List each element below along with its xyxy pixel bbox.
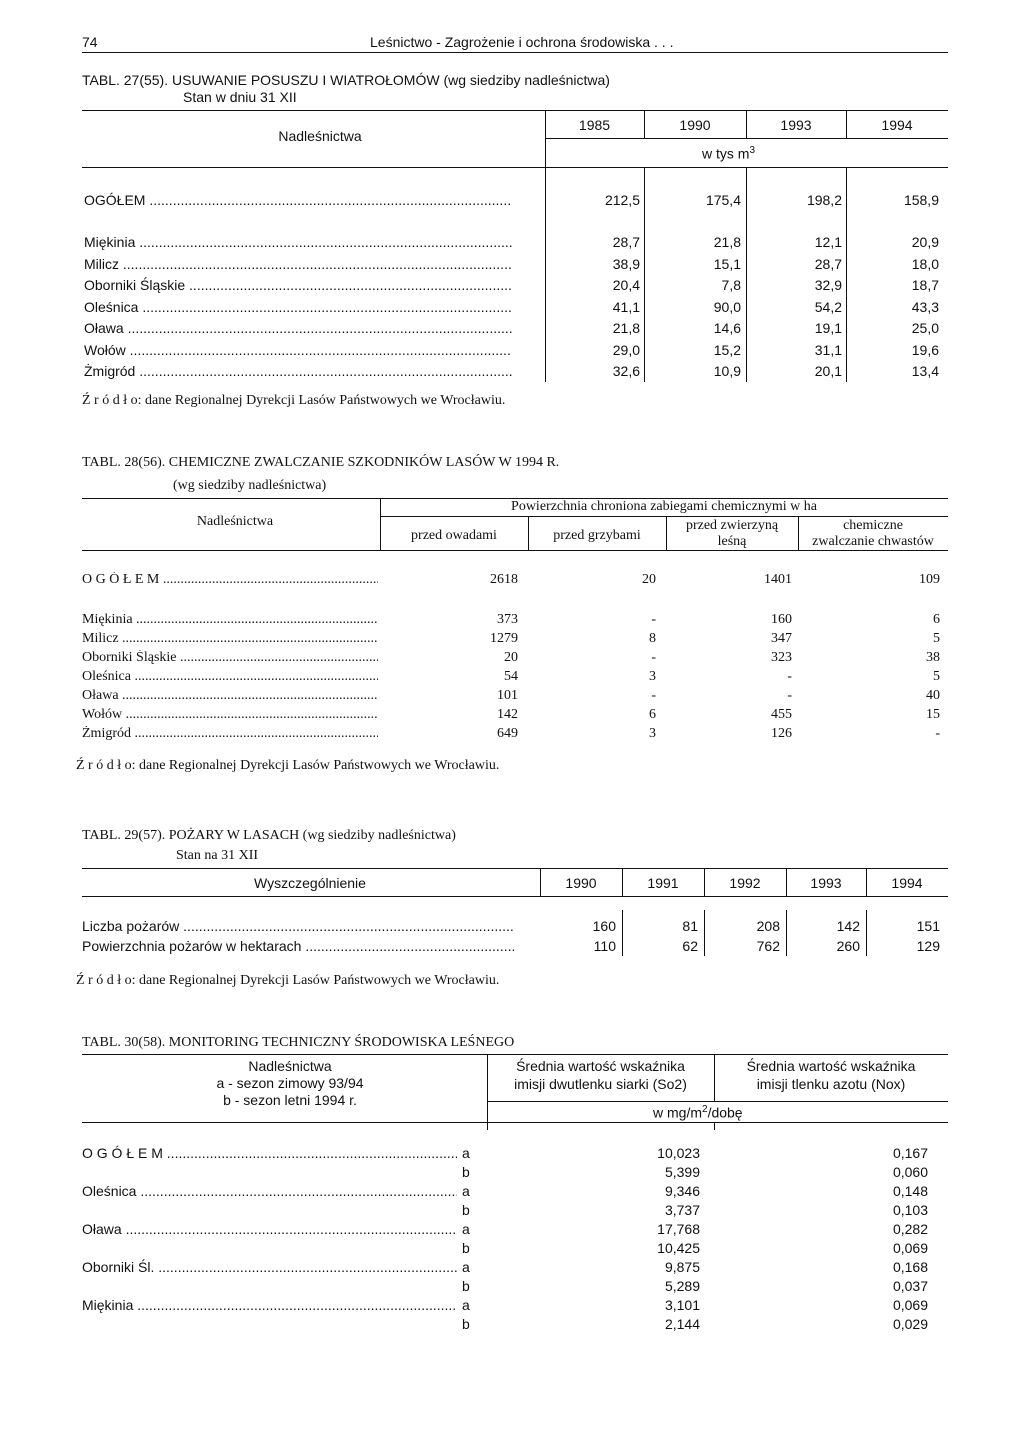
cell-value: 126 bbox=[771, 726, 792, 741]
year-header: 1991 bbox=[647, 875, 679, 891]
row-label: Liczba pożarów ..... bbox=[82, 918, 514, 934]
year-header: 1990 bbox=[679, 117, 711, 133]
column-header: zwalczanie chwastów bbox=[812, 534, 934, 549]
cell-value: 15,1 bbox=[713, 255, 741, 272]
row-label: Powierzchnia pożarów w hektarach ..... bbox=[82, 938, 514, 954]
cell-value: 175,4 bbox=[705, 192, 741, 208]
cell-value: 3 bbox=[649, 669, 656, 684]
cell-value: 62 bbox=[682, 938, 698, 954]
group-header: Powierzchnia chroniona zabiegami chemicznymi w ha bbox=[511, 499, 817, 514]
column-header-nox: imisji tlenku azotu (Nox) bbox=[756, 1076, 906, 1092]
cell-value: 212,5 bbox=[604, 192, 640, 208]
cell-value: 18,7 bbox=[911, 277, 939, 293]
cell-value-so2: 5,289 bbox=[664, 1278, 700, 1294]
unit-label: w tys $m^3$ bbox=[702, 145, 756, 162]
cell-value: 38,9 bbox=[612, 255, 640, 272]
cell-value: 160 bbox=[592, 918, 616, 934]
table-caption: TABL. 27(55). USUWANIE POSUSZU I WIATROŁOMÓW (wg siedziby nadleśnictwa) bbox=[82, 72, 610, 88]
year-header: 1993 bbox=[780, 117, 812, 133]
season-marker: a bbox=[462, 1183, 470, 1199]
row-label: Oleśnica ..... bbox=[84, 299, 512, 315]
row-label: Żmigród ..... bbox=[82, 726, 378, 742]
row-label: Żmigród ..... bbox=[84, 363, 512, 379]
cell-value: 10,9 bbox=[713, 363, 741, 379]
column-header-nadlesnictwa: Nadleśnictwa bbox=[196, 514, 274, 529]
column-header: przed owadami bbox=[411, 528, 497, 543]
table-subcaption: (wg siedziby nadleśnictwa) bbox=[173, 478, 327, 493]
cell-value: - bbox=[651, 688, 656, 703]
cell-value: 455 bbox=[771, 707, 792, 722]
cell-value-so2: 10,023 bbox=[657, 1145, 700, 1161]
cell-value: 20 bbox=[504, 650, 518, 665]
cell-value-nox: 0,069 bbox=[892, 1240, 928, 1256]
row-label: Oława ..... bbox=[84, 320, 512, 336]
cell-value: 142 bbox=[836, 918, 860, 934]
row-label: Oborniki Śląskie ..... bbox=[84, 277, 512, 293]
cell-value: 160 bbox=[771, 612, 792, 627]
table-caption: TABL. 28(56). CHEMICZNE ZWALCZANIE SZKODNIKÓW LASÓW W 1994 R. bbox=[82, 455, 560, 470]
cell-value: 20,1 bbox=[814, 363, 842, 379]
cell-value: 32,6 bbox=[612, 363, 640, 379]
cell-value-nox: 0,282 bbox=[892, 1221, 928, 1237]
cell-value: 208 bbox=[756, 918, 780, 934]
cell-value: 43,3 bbox=[911, 298, 939, 315]
row-label: Wołów ..... bbox=[82, 707, 378, 723]
cell-value: 90,0 bbox=[713, 298, 741, 315]
cell-value: 7,8 bbox=[721, 277, 741, 293]
cell-value: 5 bbox=[933, 631, 940, 646]
row-label: Oleśnica ..... bbox=[82, 669, 378, 685]
cell-value: 19,6 bbox=[911, 341, 939, 358]
cell-value-nox: 0,167 bbox=[892, 1145, 928, 1161]
row-label: Oława ..... bbox=[82, 1221, 457, 1237]
cell-value: 649 bbox=[497, 726, 518, 741]
cell-value-nox: 0,168 bbox=[892, 1259, 928, 1275]
column-header-nadlesnictwa: Nadleśnictwa bbox=[248, 1058, 332, 1074]
cell-value: 29,0 bbox=[612, 341, 640, 358]
column-header-nadlesnictwa: Nadleśnictwa bbox=[278, 128, 362, 144]
unit-label: w $mg/m^2$/dobę bbox=[653, 1104, 743, 1121]
cell-value: 5 bbox=[933, 669, 940, 684]
cell-value-nox: 0,069 bbox=[892, 1297, 928, 1313]
row-label: Oleśnica ..... bbox=[82, 1183, 457, 1199]
column-header-wyszczegolnienie: Wyszczególnienie bbox=[254, 875, 366, 891]
cell-value: 6 bbox=[933, 612, 940, 627]
cell-value: 14,6 bbox=[713, 320, 741, 336]
cell-value: 13,4 bbox=[911, 363, 939, 379]
cell-value: 54,2 bbox=[814, 298, 842, 315]
season-legend: b - sezon letni 1994 r. bbox=[223, 1092, 357, 1108]
cell-value: 323 bbox=[771, 650, 792, 665]
cell-value: 2618 bbox=[490, 572, 518, 587]
cell-value-nox: 0,060 bbox=[892, 1164, 928, 1180]
row-label: Miękinia ..... bbox=[82, 612, 378, 628]
row-label: O G Ó Ł E M ..... bbox=[82, 1145, 457, 1161]
cell-value: 12,1 bbox=[814, 234, 842, 250]
cell-value: - bbox=[651, 612, 656, 627]
table-subcaption: Stan na 31 XII bbox=[176, 848, 259, 863]
column-header-so2: imisji dwutlenku siarki (So2) bbox=[514, 1076, 687, 1092]
season-marker: b bbox=[462, 1164, 470, 1180]
cell-value: 129 bbox=[916, 938, 940, 954]
row-label: Oborniki Śl. ..... bbox=[82, 1259, 457, 1275]
cell-value-nox: 0,148 bbox=[892, 1183, 928, 1199]
cell-value: 81 bbox=[682, 918, 698, 934]
cell-value: 6 bbox=[649, 707, 656, 722]
row-label: Milicz ..... bbox=[84, 256, 512, 272]
cell-value: 31,1 bbox=[814, 341, 842, 358]
cell-value: 40 bbox=[926, 688, 940, 703]
row-label: Oława ..... bbox=[82, 688, 378, 704]
cell-value: 101 bbox=[497, 688, 518, 703]
table-subcaption: Stan w dniu 31 XII bbox=[183, 89, 297, 105]
season-marker: a bbox=[462, 1259, 470, 1275]
year-header: 1990 bbox=[565, 875, 597, 891]
cell-value: 54 bbox=[504, 669, 518, 684]
header-rule bbox=[82, 52, 948, 53]
season-marker: b bbox=[462, 1278, 470, 1294]
column-header: przed zwierzyną bbox=[685, 518, 779, 533]
cell-value-so2: 9,346 bbox=[664, 1183, 700, 1199]
column-header: leśną bbox=[717, 534, 747, 549]
cell-value: 762 bbox=[756, 938, 780, 954]
cell-value-so2: 9,875 bbox=[664, 1259, 700, 1275]
cell-value: 158,9 bbox=[903, 192, 939, 208]
cell-value: 20,9 bbox=[911, 234, 939, 250]
row-label: Oborniki Śląskie ..... bbox=[82, 650, 378, 666]
cell-value-so2: 5,399 bbox=[664, 1164, 700, 1180]
row-label: Wołów ..... bbox=[84, 342, 512, 358]
cell-value: 142 bbox=[497, 707, 518, 722]
cell-value: 8 bbox=[649, 631, 656, 646]
cell-value-so2: 2,144 bbox=[664, 1316, 700, 1332]
column-header: chemiczne bbox=[843, 518, 903, 533]
table-source: Ź r ó d ł o: dane Regionalnej Dyrekcji Lasów Państwowych we Wrocławiu. bbox=[76, 973, 500, 988]
row-label: O G Ó Ł E M ..... bbox=[82, 572, 378, 588]
cell-value: 198,2 bbox=[806, 192, 842, 208]
table-caption: TABL. 29(57). POŻARY W LASACH (wg siedziby nadleśnictwa) bbox=[82, 828, 456, 843]
cell-value: 38 bbox=[926, 650, 940, 665]
cell-value: 28,7 bbox=[814, 255, 842, 272]
year-header: 1992 bbox=[729, 875, 761, 891]
season-marker: b bbox=[462, 1240, 470, 1256]
season-legend: a - sezon zimowy 93/94 bbox=[216, 1075, 364, 1091]
cell-value: 1279 bbox=[490, 631, 518, 646]
cell-value: 373 bbox=[497, 612, 518, 627]
cell-value-nox: 0,029 bbox=[892, 1316, 928, 1332]
row-label: Miękinia ..... bbox=[84, 234, 512, 250]
cell-value: 20,4 bbox=[612, 277, 640, 293]
cell-value: 25,0 bbox=[911, 320, 939, 336]
cell-value: 21,8 bbox=[612, 320, 640, 336]
cell-value-so2: 3,737 bbox=[664, 1202, 700, 1218]
season-marker: b bbox=[462, 1202, 470, 1218]
cell-value: 19,1 bbox=[814, 320, 842, 336]
cell-value: 18,0 bbox=[911, 255, 939, 272]
cell-value: 15 bbox=[926, 707, 940, 722]
year-header: 1994 bbox=[881, 117, 913, 133]
cell-value: 41,1 bbox=[612, 298, 640, 315]
cell-value-so2: 3,101 bbox=[664, 1297, 700, 1313]
column-header-so2: Średnia wartość wskaźnika bbox=[516, 1058, 685, 1074]
cell-value: 260 bbox=[836, 938, 860, 954]
row-label: Milicz ..... bbox=[82, 631, 378, 647]
cell-value: 151 bbox=[916, 918, 940, 934]
cell-value: - bbox=[787, 688, 792, 703]
cell-value-so2: 17,768 bbox=[657, 1221, 700, 1237]
table-source: Ź r ó d ł o: dane Regionalnej Dyrekcji Lasów Państwowych we Wrocławiu. bbox=[82, 393, 506, 408]
cell-value: 1401 bbox=[764, 572, 792, 587]
table-caption: TABL. 30(58). MONITORING TECHNICZNY ŚRODOWISKA LEŚNEGO bbox=[82, 1035, 515, 1050]
season-marker: a bbox=[462, 1221, 470, 1237]
column-header: przed grzybami bbox=[553, 528, 641, 543]
page-number: 74 bbox=[82, 34, 98, 50]
cell-value: 20 bbox=[642, 572, 656, 587]
cell-value-so2: 10,425 bbox=[657, 1240, 700, 1256]
year-header: 1993 bbox=[810, 875, 842, 891]
cell-value-nox: 0,037 bbox=[892, 1278, 928, 1294]
cell-value: 109 bbox=[919, 572, 940, 587]
cell-value: - bbox=[651, 650, 656, 665]
row-label: Miękinia ..... bbox=[82, 1297, 457, 1313]
column-header-nox: Średnia wartość wskaźnika bbox=[746, 1058, 916, 1074]
cell-value: 15,2 bbox=[713, 341, 741, 358]
season-marker: b bbox=[462, 1316, 470, 1332]
cell-value: 21,8 bbox=[713, 234, 741, 250]
row-label: OGÓŁEM ..... bbox=[84, 192, 512, 208]
cell-value: - bbox=[935, 726, 940, 741]
cell-value: 110 bbox=[593, 938, 616, 954]
cell-value: - bbox=[787, 669, 792, 684]
cell-value: 28,7 bbox=[612, 234, 640, 250]
season-marker: a bbox=[462, 1145, 470, 1161]
season-marker: a bbox=[462, 1297, 470, 1313]
cell-value: 3 bbox=[649, 726, 656, 741]
year-header: 1994 bbox=[891, 875, 923, 891]
cell-value: 347 bbox=[771, 631, 792, 646]
running-title: Leśnictwo - Zagrożenie i ochrona środowiska . . . bbox=[370, 34, 674, 50]
cell-value: 32,9 bbox=[814, 277, 842, 293]
year-header: 1985 bbox=[578, 117, 611, 133]
cell-value-nox: 0,103 bbox=[892, 1202, 928, 1218]
table-source: Ź r ó d ł o: dane Regionalnej Dyrekcji Lasów Państwowych we Wrocławiu. bbox=[76, 758, 500, 773]
